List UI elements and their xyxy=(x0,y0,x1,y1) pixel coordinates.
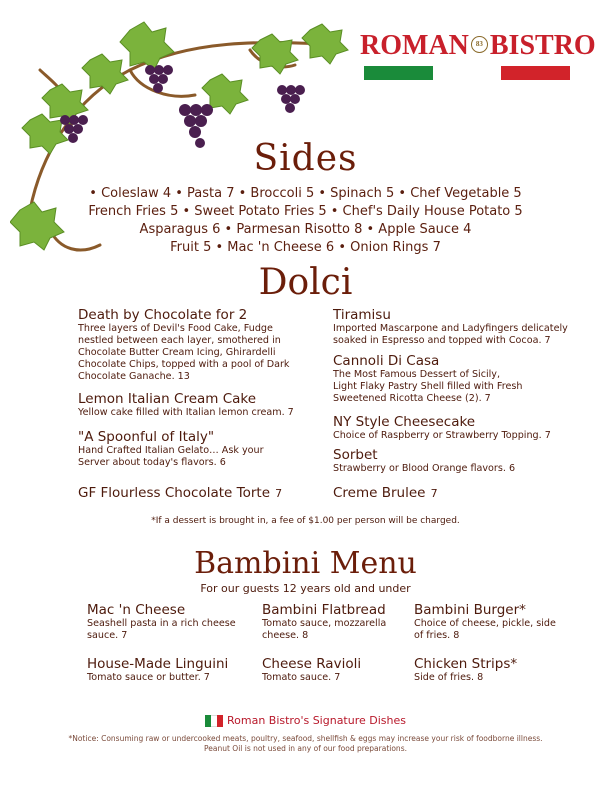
italian-flag-bar xyxy=(364,66,570,80)
dish-name: Tiramisu xyxy=(333,307,391,323)
logo-wordmark xyxy=(360,30,596,62)
dolci-heading: Dolci xyxy=(258,262,353,303)
sides-line-2: French Fries 5 • Sweet Potato Fries 5 • Chef's Daily House Potato 5 xyxy=(88,204,523,219)
kids-mac-n-cheese xyxy=(87,602,247,642)
dish-name: Sorbet xyxy=(333,447,378,463)
notice-line-1: *Notice: Consuming raw or undercooked meats, poultry, seafood, shellfish & eggs may increase your risk of foodborne illness. xyxy=(68,734,543,743)
flag-green xyxy=(364,66,433,80)
dessert-flourless-torte xyxy=(78,482,308,501)
dish-description: Hand Crafted Italian Gelato… Ask your Server about today's flavors. 6 xyxy=(78,445,264,468)
dish-name: Death by Chocolate for 2 xyxy=(78,307,248,323)
logo-seal: 83 xyxy=(471,36,488,53)
flag-white xyxy=(433,66,502,80)
dish-description: Choice of Raspberry or Strawberry Topping. 7 xyxy=(333,430,551,441)
dish-description: Side of fries. 8 xyxy=(414,672,484,683)
signature-dishes-label: Roman Bistro's Signature Dishes xyxy=(226,714,406,727)
dish-name: Chicken Strips* xyxy=(414,656,518,672)
dish-description: Strawberry or Blood Orange flavors. 6 xyxy=(333,463,516,474)
kids-chicken-strips xyxy=(414,656,564,684)
dish-name: GF Flourless Chocolate Torte xyxy=(78,485,271,501)
dish-description: The Most Famous Dessert of Sicily, Light Flaky Pastry Shell filled with Fresh Sweetened Ricotta Cheese (2). 7 xyxy=(333,369,523,404)
dish-name: Creme Brulee xyxy=(333,485,426,501)
dish-name: Bambini Burger* xyxy=(414,602,526,618)
sides-heading: Sides xyxy=(253,138,358,179)
dish-description: Yellow cake filled with Italian lemon cream. 7 xyxy=(78,407,294,418)
kids-flatbread xyxy=(262,602,407,642)
dessert-sorbet xyxy=(333,447,573,475)
signature-dishes-legend xyxy=(150,714,461,727)
dessert-fee-note: *If a dessert is brought in, a fee of $1.00 per person will be charged. xyxy=(151,516,460,526)
dish-name: Bambini Flatbread xyxy=(262,602,386,618)
kids-cheese-ravioli xyxy=(262,656,407,684)
dish-name: Lemon Italian Cream Cake xyxy=(78,391,257,407)
sides-line-4: Fruit 5 • Mac 'n Cheese 6 • Onion Rings 7 xyxy=(170,240,441,255)
dessert-cannoli xyxy=(333,353,523,405)
dessert-creme-brulee xyxy=(333,482,533,501)
dessert-lemon-cream-cake xyxy=(78,391,308,419)
dish-description: Three layers of Devil's Food Cake, Fudge nestled between each layer, smothered in Chocolate Butter Cream Icing, Ghirardelli Chocolate Chips, topped with a pool of Dark Chocolate Ganache. 13 xyxy=(78,323,290,382)
dish-price: 7 xyxy=(430,487,438,500)
dish-description: Imported Mascarpone and Ladyfingers delicately soaked in Espresso and topped with Cocoa. 7 xyxy=(333,323,568,346)
sides-line-1: • Coleslaw 4 • Pasta 7 • Broccoli 5 • Spinach 5 • Chef Vegetable 5 xyxy=(89,186,522,201)
dish-description: Seashell pasta in a rich cheese sauce. 7 xyxy=(87,618,236,641)
dish-name: Cannoli Di Casa xyxy=(333,353,440,369)
dish-name: Cheese Ravioli xyxy=(262,656,362,672)
dessert-tiramisu xyxy=(333,307,568,347)
dish-description: Choice of cheese, pickle, side of fries. 8 xyxy=(414,618,556,641)
roman-bistro-logo xyxy=(360,30,596,90)
dish-description: Tomato sauce or butter. 7 xyxy=(87,672,210,683)
kids-burger xyxy=(414,602,564,642)
dish-name: NY Style Cheesecake xyxy=(333,414,476,430)
dish-description: Tomato sauce. 7 xyxy=(262,672,341,683)
logo-word-bistro: BISTRO xyxy=(489,30,596,61)
bambini-subtitle: For our guests 12 years old and under xyxy=(200,582,411,595)
dessert-spoonful-of-italy xyxy=(78,429,278,469)
notice-line-2: Peanut Oil is not used in any of our food preparations. xyxy=(204,744,407,753)
flag-red xyxy=(501,66,570,80)
dish-name: "A Spoonful of Italy" xyxy=(78,429,215,445)
dish-price: 7 xyxy=(275,487,283,500)
italian-flag-icon xyxy=(205,715,223,727)
logo-word-roman: ROMAN xyxy=(360,30,469,61)
dish-name: House-Made Linguini xyxy=(87,656,229,672)
dessert-ny-cheesecake xyxy=(333,414,573,442)
dessert-death-by-chocolate xyxy=(78,307,293,383)
sides-line-3: Asparagus 6 • Parmesan Risotto 8 • Apple Sauce 4 xyxy=(139,222,472,237)
food-safety-notice xyxy=(30,734,581,754)
kids-linguini xyxy=(87,656,257,684)
dish-description: Tomato sauce, mozzarella cheese. 8 xyxy=(262,618,387,641)
dish-name: Mac 'n Cheese xyxy=(87,602,186,618)
bambini-heading: Bambini Menu xyxy=(194,546,417,581)
